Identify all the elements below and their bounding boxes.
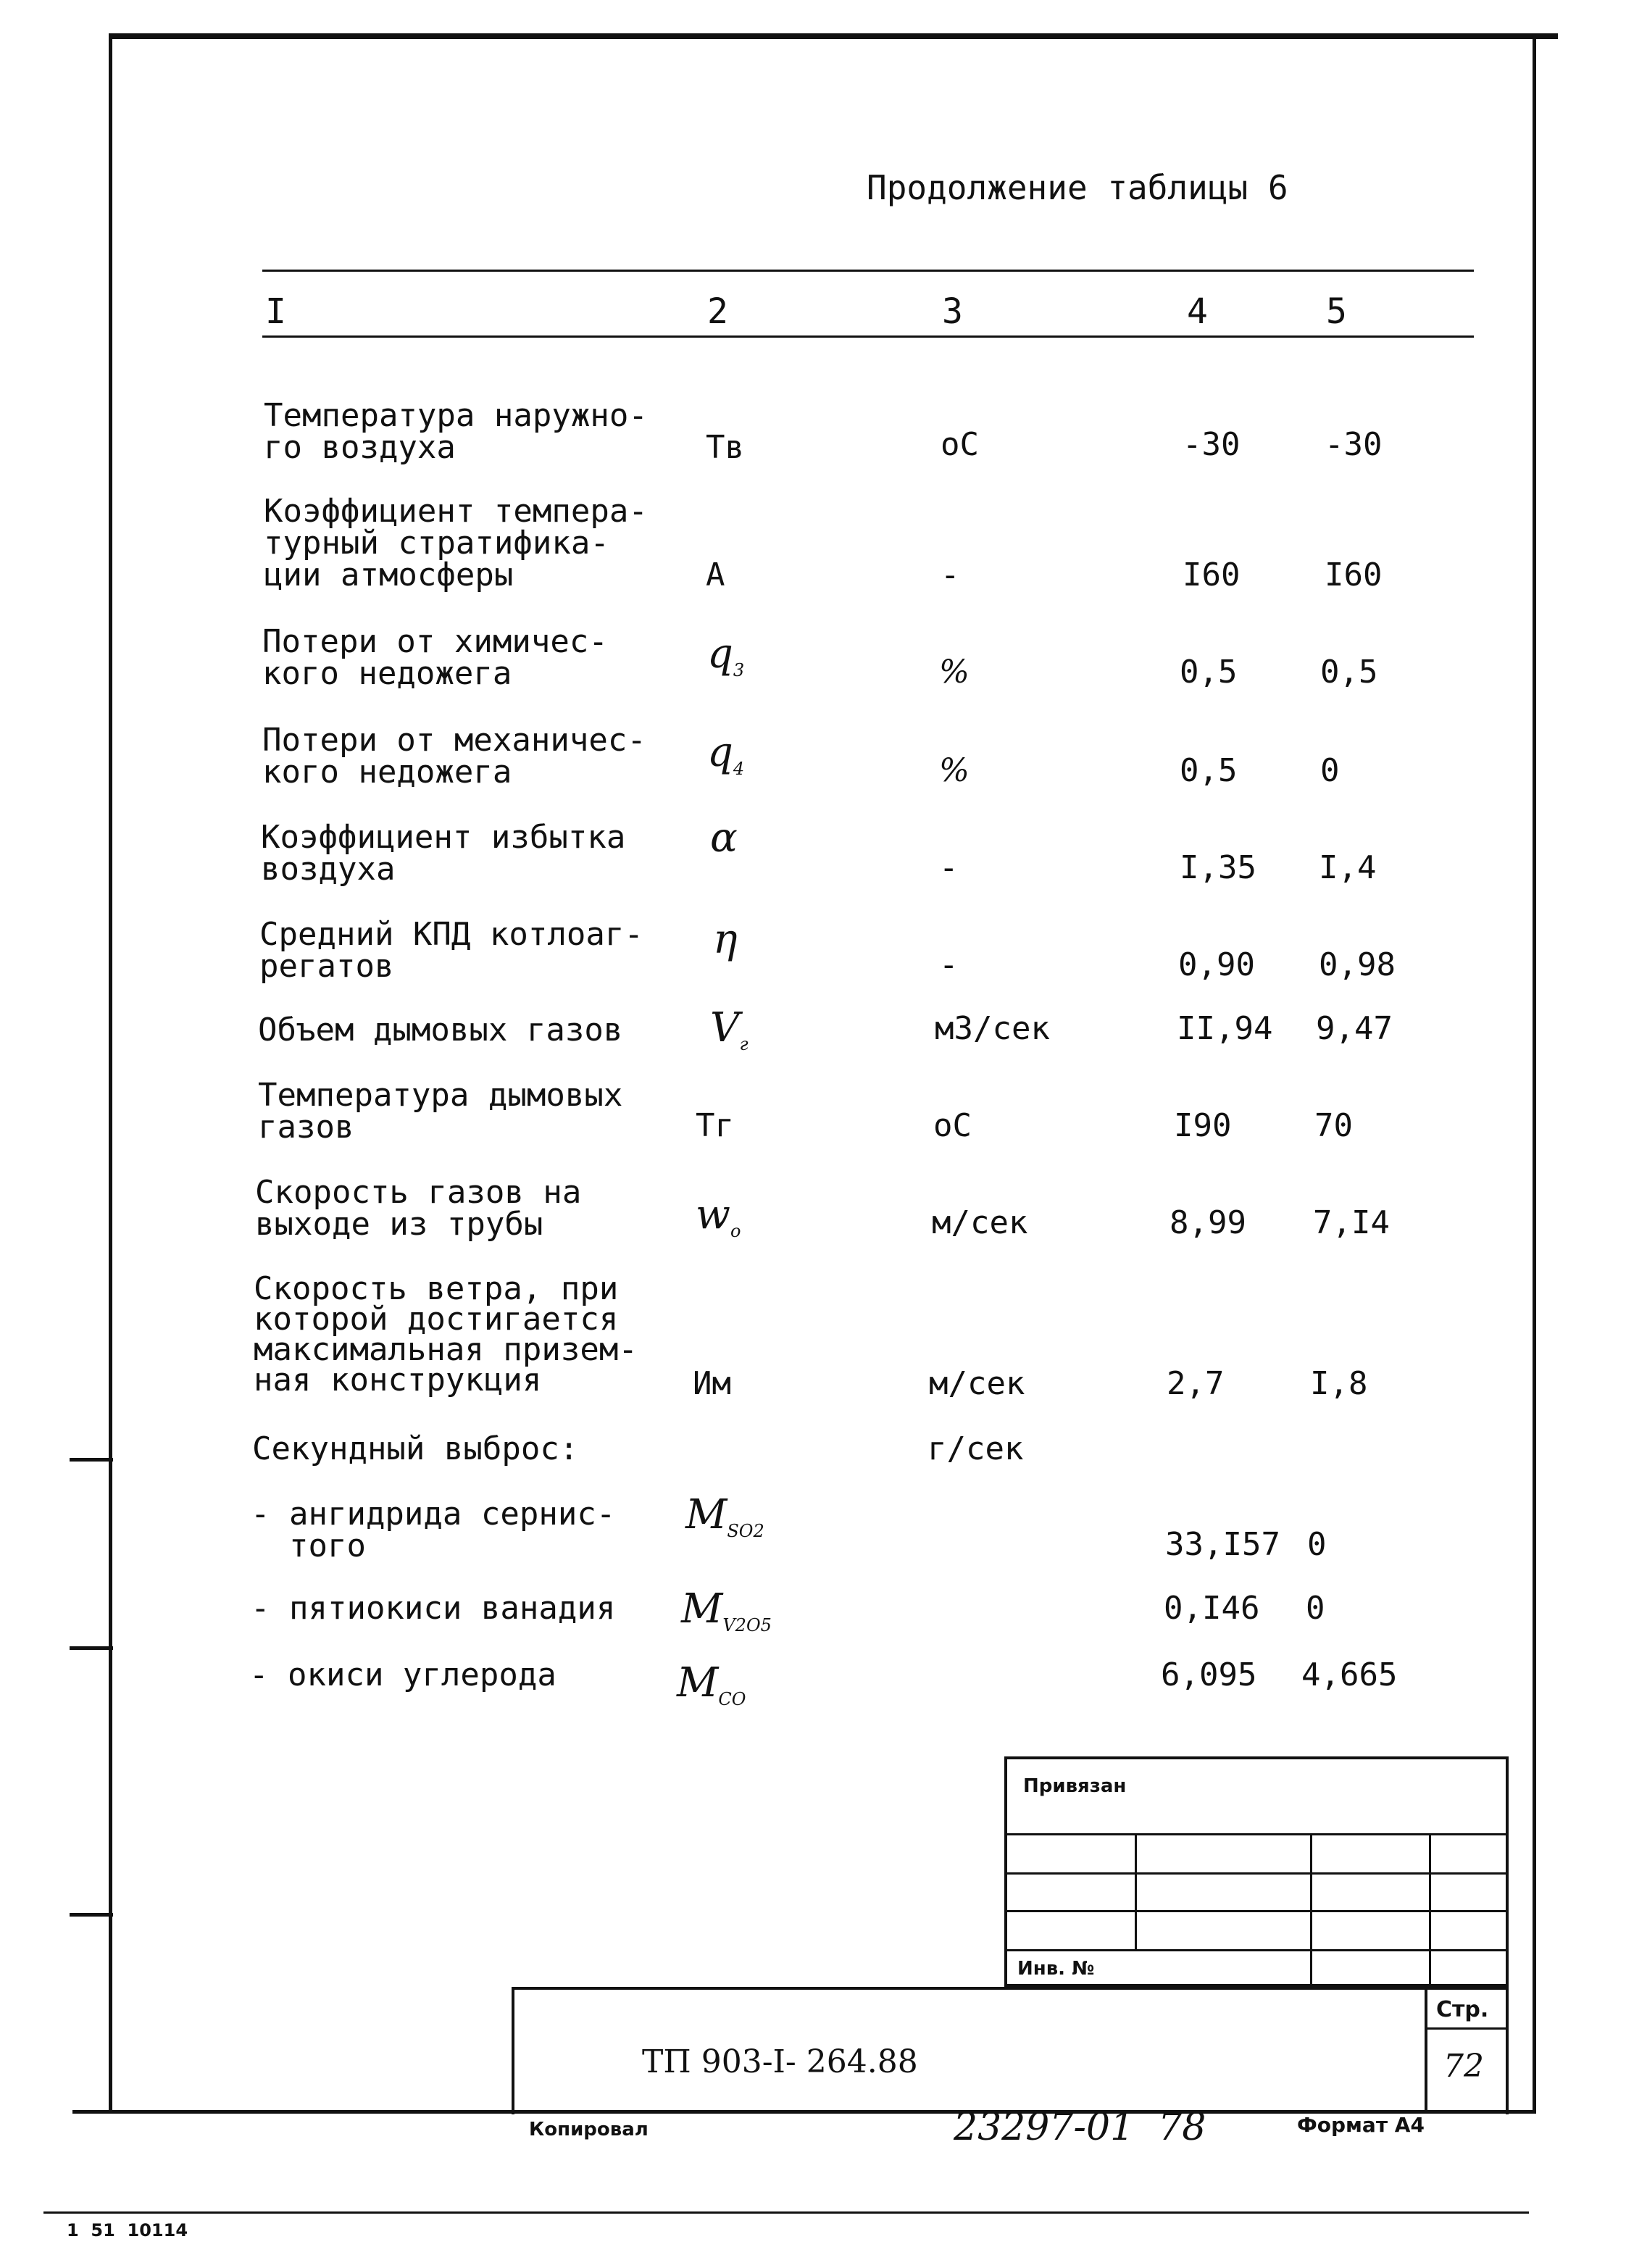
table-row-unit: - [939, 849, 959, 886]
table-row-symbol: η [713, 916, 738, 963]
table-row-name: - окиси углерода [249, 1656, 556, 1693]
page-number: 72 [1443, 2048, 1484, 2085]
binding-tick-1 [70, 1458, 113, 1462]
table-row-symbol: Тв [706, 429, 744, 466]
table-row-name: Коэффициент темпера- турный стратифика- ции атмосферы [264, 493, 648, 593]
table-row-unit: м/сек [932, 1204, 1028, 1241]
page-label: Стр. [1436, 1997, 1489, 2022]
table-row-name: Потери от механичес- кого недожега [262, 722, 646, 791]
stamp-col-2 [1310, 1833, 1312, 1987]
table-row-value-5: 0 [1320, 752, 1340, 789]
table-row-value-5: 70 [1314, 1107, 1353, 1144]
table-row-name: Температура дымовых газов [258, 1077, 623, 1146]
table-row-name: Коэффициент избытка воздуха [261, 819, 626, 888]
table-row-value-4: 0,90 [1178, 946, 1255, 983]
table-row-value-5: I,8 [1310, 1365, 1368, 1402]
copied-by-label: Копировал [529, 2119, 649, 2140]
table-row-name: Температура наружно- го воздуха [264, 397, 648, 466]
table-row-name: Потери от химичес- кого недожега [262, 623, 608, 692]
table-row-value-4: 0,I46 [1164, 1590, 1260, 1627]
table-row-value-5: 7,I4 [1313, 1204, 1390, 1241]
table-row-unit: м/сек [929, 1365, 1025, 1402]
column-header-4: 4 [1187, 291, 1208, 332]
table-row-value-4: 2,7 [1167, 1365, 1225, 1402]
binding-tick-3 [70, 1913, 113, 1917]
table-row-name: Средний КПД котлоаг- регатов [259, 916, 643, 985]
bound-label: Привязан [1023, 1775, 1127, 1797]
table-row-value-4: -30 [1183, 426, 1241, 463]
header-bottom-rule [262, 335, 1474, 338]
stamp-rule-1 [1004, 1833, 1509, 1835]
table-row-unit: оС [933, 1107, 972, 1144]
order-number: 23297-01 78 [954, 2106, 1206, 2149]
table-row-symbol: Им [693, 1365, 731, 1402]
table-row-value-4: I60 [1183, 556, 1241, 593]
table-row-name: Скорость ветра, при которой достигается максимальная призем- ная конструкция [254, 1270, 638, 1398]
stamp-rule-3 [1004, 1910, 1509, 1912]
header-top-rule [262, 270, 1474, 272]
table-continuation-title: Продолжение таблицы 6 [867, 168, 1288, 207]
table-row-symbol: $q_4$ [707, 729, 745, 780]
table-row-name: Секундный выброс: [252, 1430, 579, 1467]
table-row-unit: - [941, 556, 960, 593]
table-row-value-4: 8,99 [1170, 1204, 1246, 1241]
table-row-name: - пятиокиси ванадия [251, 1590, 616, 1627]
table-row-unit: г/сек [927, 1430, 1024, 1467]
table-row-value-4: 33,I57 [1165, 1526, 1280, 1563]
table-row-symbol: $w_о$ [696, 1191, 741, 1242]
table-row-unit: м3/сек [935, 1010, 1050, 1047]
table-row-unit: % [939, 654, 970, 691]
table-row-unit: оС [941, 426, 979, 463]
table-row-symbol: $M_{V2O5}$ [681, 1585, 772, 1636]
table-row-value-4: I90 [1174, 1107, 1232, 1144]
frame-left [109, 33, 112, 2113]
table-row-value-4: 6,095 [1161, 1656, 1257, 1693]
column-header-5: 5 [1326, 291, 1347, 332]
table-row-symbol: $V_г$ [710, 1004, 749, 1055]
column-header-3: 3 [942, 291, 963, 332]
table-row-value-5: 0,98 [1319, 946, 1396, 983]
table-row-value-5: 0 [1307, 1526, 1327, 1563]
stamp-col-3 [1429, 1833, 1431, 1987]
table-row-unit: - [939, 946, 959, 983]
inventory-number-label: Инв. № [1017, 1958, 1095, 1980]
table-row-value-5: 0,5 [1320, 654, 1378, 691]
table-row-symbol: A [706, 556, 725, 593]
table-row-value-4: II,94 [1177, 1010, 1273, 1047]
table-row-name: Скорость газов на выходе из трубы [255, 1174, 582, 1243]
column-header-1: I [265, 291, 286, 332]
table-row-unit: % [939, 752, 970, 789]
stamp-rule-2 [1004, 1872, 1509, 1875]
table-row-symbol: α [710, 814, 738, 862]
binding-tick-2 [70, 1646, 113, 1650]
table-row-value-4: 0,5 [1180, 654, 1238, 691]
table-row-symbol: $M_{SO2}$ [685, 1491, 764, 1542]
print-code: 1 51 10114 [67, 2220, 188, 2240]
table-row-value-5: 0 [1306, 1590, 1325, 1627]
page-label-rule [1425, 2027, 1509, 2030]
table-row-symbol: Тг [696, 1107, 734, 1144]
column-header-2: 2 [707, 291, 728, 332]
table-row-name: - ангидрида сернис- того [251, 1496, 616, 1564]
stamp-rule-4 [1004, 1949, 1509, 1951]
table-row-value-5: 9,47 [1316, 1010, 1393, 1047]
table-row-value-5: I60 [1325, 556, 1383, 593]
format-label: Формат А4 [1297, 2113, 1425, 2137]
frame-top [109, 33, 1558, 39]
table-row-value-5: -30 [1325, 426, 1383, 463]
table-row-name: Объем дымовых газов [258, 1012, 623, 1048]
table-row-value-5: I,4 [1319, 849, 1377, 886]
table-row-symbol: $q_3$ [707, 630, 745, 681]
table-row-value-4: I,35 [1180, 849, 1256, 886]
bottom-rule [43, 2211, 1529, 2214]
table-row-value-4: 0,5 [1180, 752, 1238, 789]
title-block-divider [1425, 1987, 1427, 2111]
table-row-symbol: $M_{CO}$ [677, 1659, 746, 1710]
document-code: ТП 903-I- 264.88 [642, 2043, 918, 2080]
frame-right [1533, 33, 1536, 2113]
stamp-col-1 [1135, 1833, 1137, 1949]
table-row-value-5: 4,665 [1301, 1656, 1398, 1693]
